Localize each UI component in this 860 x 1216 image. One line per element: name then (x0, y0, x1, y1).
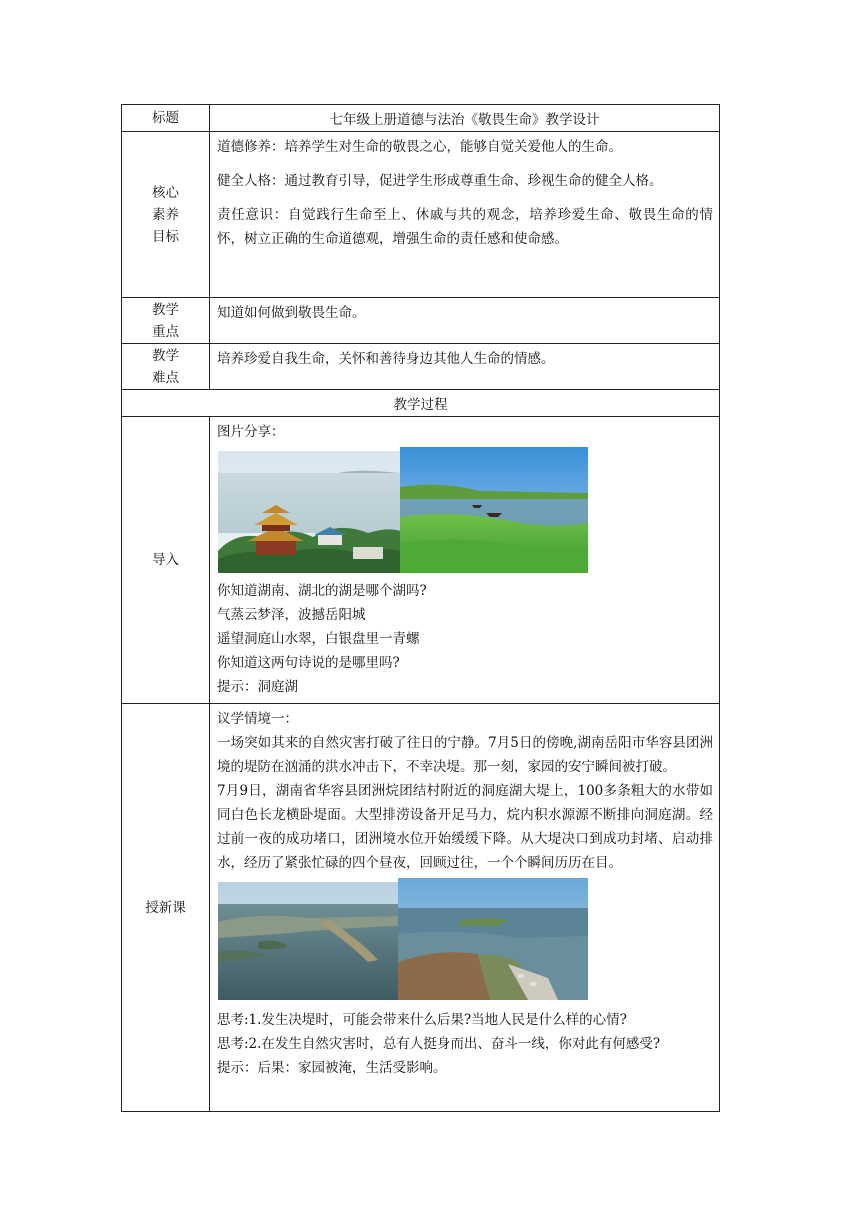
focus-label (122, 298, 210, 344)
flood-image-row (217, 878, 713, 1002)
process-header-row (122, 390, 720, 417)
difficulty-content: 培养珍爱自我生命，关怀和善待身边其他人生命的情感。 (210, 344, 720, 390)
levee-repair-photo (398, 878, 588, 1000)
lesson-hint: 提示：后果：家园被淹，生活受影响。 (217, 1060, 447, 1076)
intro-hint: 提示：洞庭湖 (217, 679, 298, 695)
core-goals-label (122, 132, 210, 298)
core-goals-row (122, 132, 720, 298)
intro-content (210, 417, 720, 704)
intro-line: 你知道这两句诗说的是哪里吗? (217, 655, 400, 671)
core-goals-content (210, 132, 720, 298)
flood-aerial-photo (218, 882, 398, 1000)
lesson-plan-table (121, 104, 720, 1112)
focus-label-line: 教学 (152, 301, 179, 318)
goal-moral: 道德修养：培养学生对生命的敬畏之心，能够自觉关爱他人的生命。 (217, 139, 622, 155)
intro-image-row (217, 447, 713, 575)
difficulty-label (122, 344, 210, 390)
think-question-2: 思考:2.在发生自然灾害时，总有人挺身而出、奋斗一线，你对此有何感受? (217, 1036, 661, 1052)
intro-line: 你知道湖南、湖北的湖是哪个湖吗? (217, 583, 427, 599)
new-lesson-label: 授新课 (122, 704, 210, 1112)
new-lesson-row (122, 704, 720, 1112)
think-question-1: 思考:1.发生决堤时，可能会带来什么后果?当地人民是什么样的心情? (217, 1012, 627, 1028)
scenario-paragraph-2: 7月9日，湖南省华容县团洲烷团结村附近的洞庭湖大堤上，100多条粗大的水带如同白色长龙横卧堤面。大型排涝设备开足马力，烷内积水源源不断排向洞庭湖。经过前一夜的成功堵口，团洲境水位开始缓缓下降。从大堤决口到成功封堵、启动排水，经历了紧张忙碌的四个昼夜，回顾过往，一个个瞬间历历在目。 (217, 783, 713, 871)
core-goals-label-line: 核心 (152, 184, 179, 201)
core-goals-label-line: 目标 (152, 228, 179, 245)
intro-line: 气蒸云梦泽，波撼岳阳城 (217, 607, 366, 623)
scenario-lead: 议学情境一： (217, 711, 298, 727)
title-row (122, 105, 720, 132)
focus-label-line: 重点 (152, 323, 179, 340)
focus-content: 知道如何做到敬畏生命。 (210, 298, 720, 344)
document-title: 七年级上册道德与法治《敬畏生命》教学设计 (210, 105, 720, 132)
difficulty-row (122, 344, 720, 390)
grassland-lake-photo (400, 447, 588, 573)
core-goals-label-line: 素养 (152, 206, 179, 223)
scenario-paragraph-1: 一场突如其来的自然灾害打破了往日的宁静。7月5日的傍晚,湖南岳阳市华容县团洲境的堤防在汹涌的洪水冲击下，不幸决堤。那一刻，家园的安宁瞬间被打破。 (217, 735, 713, 775)
goal-personality: 健全人格：通过教育引导，促进学生形成尊重生命、珍视生命的健全人格。 (217, 173, 663, 189)
intro-line: 遥望洞庭山水翠，白银盘里一青螺 (217, 631, 420, 647)
goal-responsibility: 责任意识：自觉践行生命至上、休戚与共的观念，培养珍爱生命、敬畏生命的情怀，树立正确的生命道德观，增强生命的责任感和使命感。 (217, 207, 713, 247)
yueyang-tower-photo (218, 451, 400, 573)
focus-row (122, 298, 720, 344)
difficulty-label-line: 教学 (152, 347, 179, 364)
intro-row (122, 417, 720, 704)
difficulty-label-line: 难点 (152, 369, 179, 386)
intro-label: 导入 (122, 417, 210, 704)
new-lesson-content (210, 704, 720, 1112)
title-label: 标题 (122, 105, 210, 132)
process-title: 教学过程 (122, 390, 720, 417)
intro-lead: 图片分享： (217, 424, 285, 440)
